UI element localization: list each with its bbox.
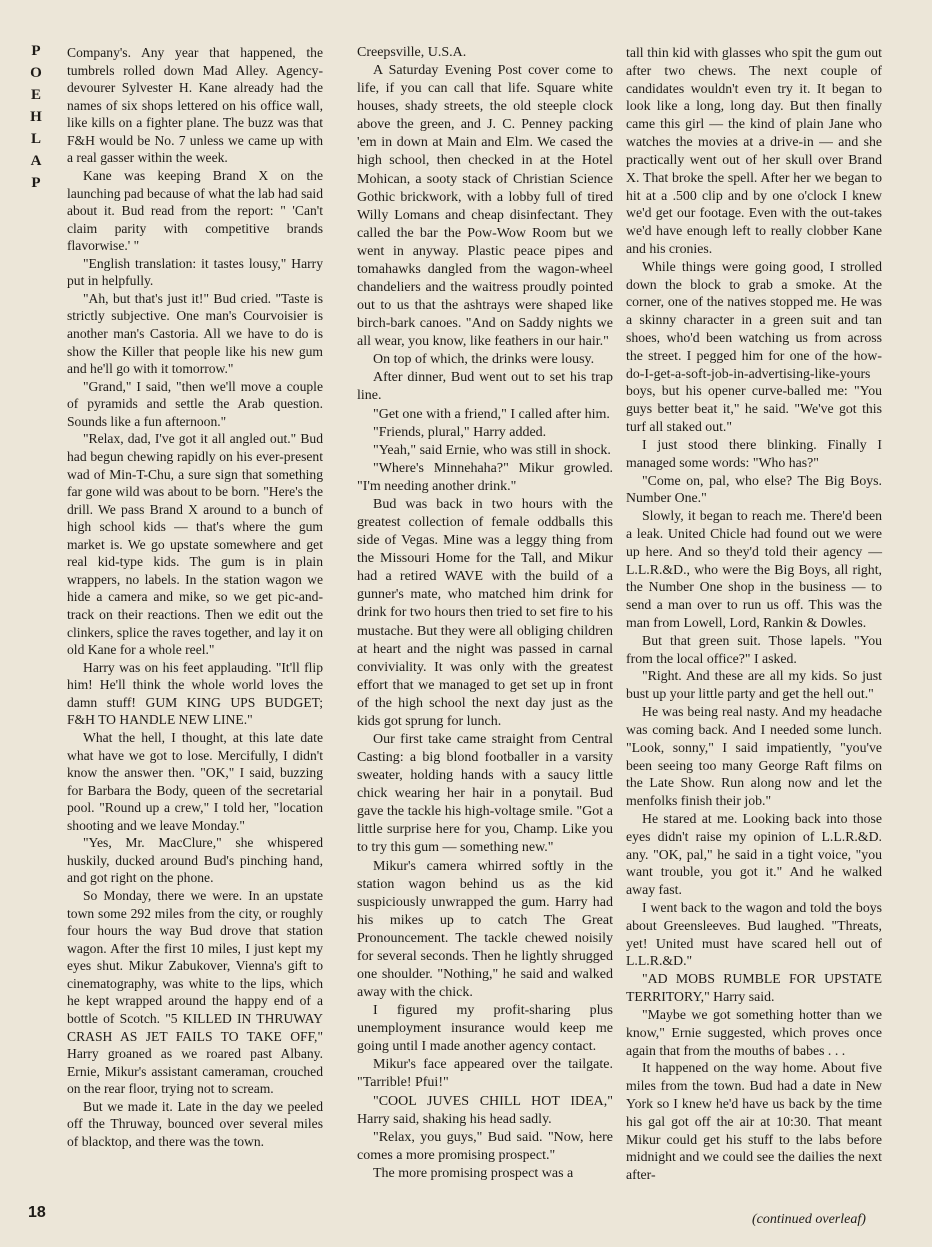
paragraph: Bud was back in two hours with the greatest collection of female oddballs this side of Vegas. Mine was a leggy thing from the Missouri Home for the Tall, and Mikur had a retired WAVE with the build of a gunner's mate, who matched him drink for drink for two hours then tried to set fire to his mustache. But they were all obliging children at heart and the night was passed in carnal conviviality. It was only with the greatest effort that we managed to get set up in front of the high school the next day just as the kids got sprung for lunch. <box>357 496 613 729</box>
paragraph: He stared at me. Looking back into those eyes didn't raise my opinion of L.L.R.&D. any. "OK, pal," he said in a tight voice, "you want trouble, you got it." And he walked away fast. <box>626 810 882 898</box>
paragraph: Mikur's face appeared over the tailgate. "Tarrible! Pfui!" <box>357 1057 613 1091</box>
paragraph: It happened on the way home. About five miles from the town. Bud had a date in New York so I knew he'd have us back by the time his gal got off the air at 10:30. That meant Mikur could get his stuff to the labs before midnight and we could see the dailies the next after- <box>626 1060 882 1183</box>
logo-letter: A <box>30 153 42 169</box>
paragraph: What the hell, I thought, at this late date what have we got to lose. Mercifully, I didn't know the answer then. "OK," I said, buzzing for Barbara the Body, queen of the secretarial pool. "Round up a crew," I told her, "location shooting and we leave Monday." <box>67 729 323 833</box>
paragraph: "Come on, pal, who else? The Big Boys. Number One." <box>626 472 882 506</box>
paragraph: After dinner, Bud went out to set his trap line. <box>357 370 613 404</box>
paragraph: "Where's Minnehaha?" Mikur growled. "I'm needing another drink." <box>357 460 613 494</box>
paragraph: But that green suit. Those lapels. "You from the local office?" I asked. <box>626 632 882 666</box>
paragraph: Creepsville, U.S.A. <box>357 45 467 60</box>
paragraph: "Relax, dad, I've got it all angled out." Bud had begun chewing rapidly on his ever-present wad of Min-T-Chu, a sure sign that something far gone wild was about to be born. "Here's the drill. We pass Brand X around to a bunch of high school kids — that's where the gum market is. We go upstate somewhere and get real kid-type kids. The gum is in plain wrappers, no labels. In the station wagon we hide a camera and mike, so we get pic-and-track on their reactions. Then we edit out the clinkers, splice the raves together, and lay it on old Kane for a whole reel." <box>67 431 323 658</box>
logo-letter: P <box>31 175 41 191</box>
paragraph: So Monday, there we were. In an upstate town some 292 miles from the city, or roughly four hours the way Bud drove that station wagon. After the first 10 miles, I just kept my eyes shut. Mikur Zabukover, Vienna's gift to cinematography, was white to the lips, which he kept wrapped around the happy end of a bottle of Scotch. "5 KILLED IN THRUWAY CRASH AS JET FAILS TO TAKE OFF," Harry groaned as we roared past Albany. Ernie, Mikur's assistant cameraman, crouched on the rear floor, trying not to scream. <box>67 888 323 1097</box>
paragraph: "AD MOBS RUMBLE FOR UPSTATE TERRITORY," Harry said. <box>626 971 882 1005</box>
paragraph: Company's. Any year that happened, the tumbrels rolled down Mad Alley. Agency-devourer Sylvester H. Kane already had the names of six shops lettered on his office wall, like kills on a fighter plane. The buzz was that F&H would be No. 7 unless we came up with a real gasser within the week. <box>67 45 323 166</box>
paragraph: "English translation: it tastes lousy," Harry put in helpfully. <box>67 255 323 289</box>
paragraph: "Maybe we got something hotter than we know," Ernie suggested, which proves once again that from the mouths of babes . . . <box>626 1006 882 1058</box>
paragraph: But we made it. Late in the day we peeled off the Thruway, bounced over several miles of blacktop, and there was the town. <box>67 1098 323 1149</box>
paragraph: "Grand," I said, "then we'll move a couple of pyramids and settle the Arab question. Sounds like a fun afternoon." <box>67 378 323 429</box>
paragraph: Mikur's camera whirred softly in the station wagon behind us as the kid suspiciously unwrapped the gum. Harry had his mikes up to catch The Great Pronouncement. The tackle chewed noisily for several seconds. Then he lightly shrugged one shoulder. "Nothing," he said and walked away with the chick. <box>357 858 613 1001</box>
paragraph: While things were going good, I strolled down the block to grab a smoke. At the corner, one of the natives stopped me. He was a skinny character in a green suit and tan shoes, who'd been watching us from across the street. I pegged him for one of the how-do-I-get-a-soft-job-in-advertising-like-yours boys, but his opener curve-balled me: "You guys better beat it," he said. "We've got this turf all staked out." <box>626 258 882 435</box>
paragraph: Slowly, it began to reach me. There'd been a leak. United Chicle had found out we were up here. And so they'd told their agency — L.L.R.&D., who were the Big Boys, all right, the Number One shop in the business — to send a man over to run us off. This was the man from Lowell, Lord, Rankin & Dowles. <box>626 508 882 630</box>
paragraph: Harry was on his feet applauding. "It'll flip him! He'll think the whole world loves the damn stuff! GUM KING UPS BUDGET; F&H TO HANDLE NEW LINE." <box>67 659 323 728</box>
logo-letter: H <box>30 109 42 125</box>
paragraph: I figured my profit-sharing plus unemployment insurance would keep me going until I made another agency contact. <box>357 1003 613 1055</box>
page-number: 18 <box>28 1204 46 1221</box>
paragraph: "Get one with a friend," I called after him. <box>373 406 610 422</box>
continued-note: (continued overleaf) <box>752 1212 866 1227</box>
paragraph: "Ah, but that's just it!" Bud cried. "Taste is strictly subjective. One man's Courvoisier is another man's Castoria. All we have to do is show the Killer that people like his new gum and he'll go with it tomorrow." <box>67 290 323 377</box>
paragraph: "Yeah," said Ernie, who was still in shock. <box>373 442 611 458</box>
paragraph: "COOL JUVES CHILL HOT IDEA," Harry said, shaking his head sadly. <box>357 1093 613 1127</box>
paragraph: Kane was keeping Brand X on the launching pad because of what the lab had said about it. Bud read from the report: " 'Can't claim parity with competitive brands flavorwise.' " <box>67 167 323 254</box>
column-middle <box>357 44 613 1183</box>
paragraph: I just stood there blinking. Finally I managed some words: "Who has?" <box>626 436 882 470</box>
paragraph: A Saturday Evening Post cover come to life, if you can call that life. Square white houses, shady streets, the old steeple clock above the green, and J. C. Penney packing 'em in down at Main and Elm. We cased the high school, then checked in at the Hotel Mohican, a sooty stack of Christian Science Gothic brickwork, with a lobby full of tired Willy Lomans and cheap disinfectant. They called the bar the Pow-Wow Room but we went in anyway. Plastic peace pipes and tomahawks dangled from the wagon-wheel chandeliers and the waitress proudly pointed out to us that the ashtrays were shaped like birch-bark canoes. "And on Saddy nights we all wear, you know, like feathers in our hair." <box>357 63 613 350</box>
logo-letter: O <box>30 65 42 81</box>
paragraph: I went back to the wagon and told the boys about Greensleeves. Bud laughed. "Threats, yet! United must have scared hell out of L.L.R.&D." <box>626 900 882 969</box>
paragraph: On top of which, the drinks were lousy. <box>373 352 595 368</box>
paragraph: "Yes, Mr. MacClure," she whispered huskily, ducked around Bud's pinching hand, and got right on the phone. <box>67 835 323 886</box>
paragraph: "Relax, you guys," Bud said. "Now, here comes a more promising prospect." <box>357 1129 613 1163</box>
logo-letter: L <box>30 131 41 147</box>
paragraph: He was being real nasty. And my headache was coming back. And I needed some lunch. "Look, sonny," I said impatiently, "you've been seeing too many George Raft films on the Late Show. Run along now and let the menfolks finish their job." <box>626 704 882 809</box>
paragraph: The more promising prospect was a <box>373 1165 574 1181</box>
magazine-vertical-logo <box>28 40 44 194</box>
logo-letter: E <box>30 87 41 103</box>
paragraph: "Friends, plural," Harry added. <box>373 424 547 440</box>
paragraph: tall thin kid with glasses who spit the gum out after two chews. The next couple of candidates wouldn't even try it. It began to look like a long, long day. But then finally came this girl — the kind of plain Jane who watches the movies at a drive-in — and she practically went out of her skull over Brand X. That broke the spell. After her we began to hit at a .500 clip and by one o'clock I knew we'd get our footage. Even with the out-takes we'd have enough left to really clobber Kane and his cronies. <box>626 45 882 256</box>
paragraph: "Right. And these are all my kids. So just bust up your little party and get the hell out." <box>626 668 882 702</box>
paragraph: Our first take came straight from Central Casting: a big blond footballer in a varsity sweater, holding hands with a saucy little chick wearing her hair in a ponytail. Bud gave the tackle his high-voltage smile. "Got a little surprise here for you, Champ. Like you to try this gum — something new." <box>357 731 613 856</box>
column-left <box>67 44 323 1150</box>
logo-letter: P <box>31 43 41 59</box>
column-right <box>626 44 882 1184</box>
